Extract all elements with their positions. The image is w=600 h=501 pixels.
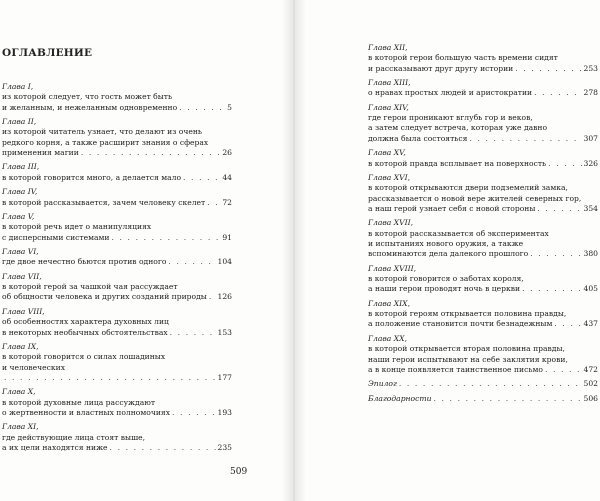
toc-description-line: о жертвенности и властных полномочиях	[2, 408, 171, 417]
toc-page-number: 91	[222, 232, 232, 242]
toc-leader-dots	[209, 292, 216, 302]
toc-leader-dots	[179, 103, 225, 113]
toc-entry[interactable]	[2, 387, 232, 418]
toc-description-line: в которой рассказывается об экспериментах	[368, 228, 549, 238]
toc-page-number: 253	[583, 63, 598, 73]
toc-entry[interactable]	[2, 247, 232, 268]
toc-description-line: где герои проникают вглубь гор и веков,	[368, 113, 533, 123]
toc-chapter-label: Глава X,	[2, 387, 36, 397]
toc-page-number: 177	[217, 372, 232, 382]
page-title: ОГЛАВЛЕНИЕ	[2, 47, 93, 59]
toc-entry[interactable]	[368, 43, 598, 74]
toc-description-line: в некоторых необычных обстоятельствах	[2, 327, 168, 337]
toc-page-number: 502	[583, 379, 598, 389]
toc-leader-dots	[399, 379, 582, 389]
toc-chapter-label: Глава XIX,	[368, 298, 410, 308]
toc-description-line: из которой читатель узнает, что делают из очень	[2, 127, 203, 137]
book-gutter	[282, 0, 306, 501]
toc-entry[interactable]	[2, 117, 232, 158]
toc-leader-dots	[545, 365, 582, 375]
toc-entry[interactable]	[368, 379, 598, 389]
toc-leader-dots	[183, 173, 220, 183]
toc-description-line: в которой говорится о силах лошадиных	[2, 352, 166, 362]
toc-description-line: об особенностях характера духовных лиц	[2, 317, 169, 327]
toc-chapter-label: Глава VIII,	[2, 306, 45, 316]
toc-entry[interactable]	[368, 78, 598, 99]
toc-description-line: а их цели находятся ниже	[2, 443, 108, 453]
toc-entry[interactable]	[368, 103, 598, 144]
toc-description-line: в которой речь идет о манипуляциях	[2, 222, 152, 232]
toc-leader-dots	[172, 408, 215, 418]
toc-leader-dots	[534, 88, 581, 98]
toc-chapter-label: Глава II,	[2, 117, 37, 127]
toc-chapter-label: Глава XII,	[368, 43, 408, 52]
toc-entry[interactable]	[2, 212, 232, 243]
toc-chapter-label: Глава XIII,	[368, 78, 411, 88]
toc-entry[interactable]	[368, 173, 598, 214]
page-number: 509	[230, 467, 248, 477]
toc-leader-dots	[554, 319, 581, 329]
toc-entry[interactable]	[368, 299, 598, 330]
toc-entry[interactable]	[2, 82, 232, 113]
toc-page-number: 506	[583, 393, 598, 403]
toc-leader-dots	[515, 64, 581, 74]
toc-description-line: в которой открывается вторая половина правды,	[368, 344, 565, 354]
toc-chapter-label: Благодарности	[368, 393, 432, 403]
toc-chapter-label: Глава IV,	[2, 187, 38, 197]
toc-description-line: и человеческих	[2, 362, 66, 372]
toc-description-line: в которой открываются двери подземелий замка,	[368, 183, 568, 193]
toc-page-number: 380	[583, 249, 598, 259]
toc-description-line: в которой говорится много, а делается мало	[2, 172, 182, 182]
toc-page-number: 153	[217, 327, 232, 337]
toc-description-line: в которой рассказывается, зачем человеку скелет	[2, 197, 206, 207]
toc-description-line: в которой герои большую часть времени сидят	[368, 53, 558, 63]
toc-entry[interactable]	[2, 187, 232, 208]
toc-entry[interactable]	[368, 218, 598, 259]
toc-chapter-label: Глава XI,	[2, 422, 39, 432]
toc-leader-dots	[207, 198, 220, 208]
toc-chapter-label: Глава V,	[2, 212, 35, 222]
toc-description-line: об общности человека и других созданий природы	[2, 292, 207, 302]
toc-description-line: где действующие лица стоят выше,	[2, 432, 146, 442]
toc-leader-dots	[537, 204, 581, 214]
toc-chapter-label: Глава IX,	[2, 342, 39, 352]
toc-description-line: в которой героям открывается половина правды,	[368, 309, 567, 319]
toc-description-line: вспоминаются дела далекого прошлого	[368, 249, 529, 259]
toc-chapter-label: Глава XVII,	[368, 218, 414, 228]
toc-entry[interactable]	[2, 422, 232, 453]
toc-chapter-label: Глава XX,	[368, 333, 407, 343]
toc-chapter-label: Глава XV,	[368, 148, 406, 158]
toc-leader-dots	[168, 257, 215, 267]
toc-description-line: и рассказывают друг другу истории	[368, 63, 514, 73]
toc-leader-dots	[111, 233, 220, 243]
toc-description-line: редкого корня, а также расширит знания о сферах	[2, 137, 209, 147]
toc-chapter-label: Глава VI,	[2, 247, 39, 257]
toc-description-line: в которой правда всплывает на поверхность	[368, 158, 547, 168]
toc-entry[interactable]	[368, 148, 598, 169]
toc-page-number: 126	[217, 292, 232, 302]
toc-column-right	[368, 43, 598, 408]
toc-page-number: 26	[222, 147, 232, 157]
toc-description-line: где двое нечестно бьются против одного	[2, 257, 167, 267]
toc-entry[interactable]	[2, 342, 232, 383]
toc-description-line: из которой следует, что гость может быть	[2, 92, 173, 102]
toc-leader-dots	[433, 394, 581, 404]
toc-page-number: 307	[583, 133, 598, 143]
toc-description-line: а затем следует встреча, которая уже давно	[368, 123, 548, 133]
toc-leader-dots	[530, 249, 581, 259]
toc-page-number: 72	[222, 197, 232, 207]
toc-page-number: 326	[583, 158, 598, 168]
toc-page-number: 104	[217, 257, 232, 267]
toc-chapter-label: Глава III,	[2, 162, 40, 172]
toc-entry[interactable]	[2, 307, 232, 338]
toc-description-line: применения магии	[2, 147, 79, 157]
toc-page-number: 44	[222, 172, 232, 182]
toc-entry[interactable]	[368, 264, 598, 295]
toc-page-number: 354	[583, 203, 598, 213]
toc-chapter-label: Глава XVIII,	[368, 263, 417, 273]
toc-leader-dots	[170, 328, 216, 338]
toc-entry[interactable]	[2, 162, 232, 183]
toc-page-number: 5	[227, 102, 232, 112]
toc-description-line: в которой говорится о заботах короля,	[368, 274, 524, 284]
toc-column-left	[2, 82, 232, 458]
toc-chapter-label: Глава XVI,	[368, 173, 411, 183]
toc-description-line: а наш герой узнает себя с новой стороны	[368, 203, 536, 213]
toc-entry[interactable]	[368, 394, 598, 404]
toc-page-number: 193	[217, 408, 232, 417]
toc-entry[interactable]	[368, 334, 598, 375]
toc-page-number: 472	[583, 364, 598, 374]
toc-description-line: и желанным, и нежеланным одновременно	[2, 102, 178, 112]
toc-leader-dots	[110, 443, 216, 453]
toc-page-number: 278	[583, 88, 598, 98]
toc-description-line: рассказывается о новой вере жителей северных гор,	[368, 193, 582, 203]
toc-page-number: 437	[583, 319, 598, 329]
toc-chapter-label: Эпилог	[368, 379, 397, 389]
toc-description-line: в которой духовные лица рассуждают	[2, 397, 156, 407]
toc-entry[interactable]	[2, 272, 232, 303]
toc-leader-dots	[4, 373, 216, 383]
toc-description-line: наши герои испытывают на себе заклятия крови,	[368, 354, 568, 364]
toc-leader-dots	[548, 159, 581, 169]
toc-chapter-label: Глава VII,	[2, 271, 42, 281]
toc-description-line: а положение становится почти безнадежным	[368, 319, 553, 329]
toc-leader-dots	[522, 284, 581, 294]
toc-page-number: 405	[583, 284, 598, 294]
toc-description-line: в которой герой за чашкой чая рассуждает	[2, 282, 178, 292]
toc-description-line: о нравах простых людей и аристократии	[368, 88, 533, 98]
toc-chapter-label: Глава I,	[2, 82, 34, 91]
toc-description-line: а в конце появляется таинственное письмо	[368, 364, 543, 374]
toc-description-line: должна была состояться	[368, 133, 468, 143]
toc-chapter-label: Глава XIV,	[368, 102, 409, 112]
toc-page-number: 235	[217, 443, 232, 453]
toc-description-line: с дисперсными системами	[2, 232, 110, 242]
toc-leader-dots	[469, 134, 581, 144]
toc-description-line: и испытаниях нового оружия, а также	[368, 238, 524, 248]
toc-leader-dots	[81, 148, 221, 158]
toc-description-line: а наши герои проводят ночь в церкви	[368, 284, 521, 294]
